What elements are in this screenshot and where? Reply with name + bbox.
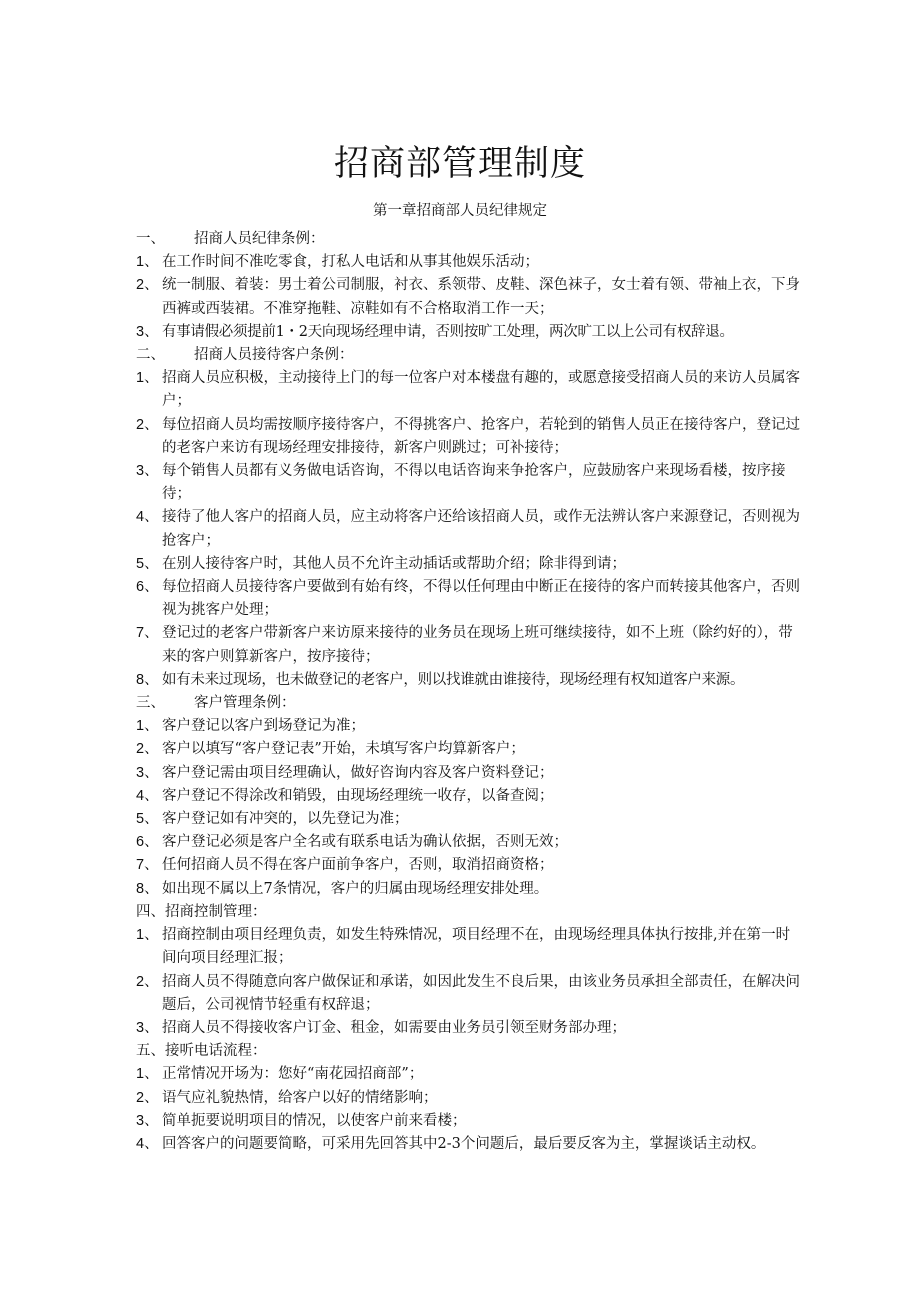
list-item — [136, 808, 800, 831]
list-item — [136, 669, 800, 692]
item-text: 任何招商人员不得在客户面前争客户，否则，取消招商资格； — [162, 857, 554, 874]
item-text: 客户以填写“客户登记表”开始，未填写客户均算新客户； — [162, 741, 525, 758]
list-item — [136, 622, 800, 668]
section-number: 三、 — [136, 695, 165, 712]
item-number: 3、 — [136, 323, 159, 340]
item-text: 招商人员不得随意向客户做保证和承诺，如因此发生不良后果，由该业务员承担全部责任，在解决问题后，公司视情节轻重有权辞退； — [162, 973, 800, 1013]
item-text: 有事请假必须提前1・2天向现场经理申请，否则按旷工处理，两次旷工以上公司有权辞退。 — [162, 323, 734, 340]
item-text: 统一制服、着装：男士着公司制服，衬衣、系领带、皮鞋、深色袜子，女士着有领、带袖上衣，下身西裤或西装裙。不准穿拖鞋、凉鞋如有不合格取消工作一天； — [162, 277, 800, 317]
item-text: 如出现不属以上7条情况，客户的归属由现场经理安排处理。 — [162, 880, 549, 897]
list-item — [136, 274, 800, 320]
item-text: 招商人员不得接收客户订金、租金，如需要由业务员引领至财务部办理； — [162, 1019, 626, 1036]
item-number: 1、 — [136, 254, 159, 271]
list-item — [136, 762, 800, 785]
list-item — [136, 576, 800, 622]
item-number: 4、 — [136, 1135, 159, 1152]
item-number: 7、 — [136, 857, 159, 874]
item-text: 每位招商人员接待客户要做到有始有终，不得以任何理由中断正在接待的客户而转接其他客户，否则视为挑客户处理； — [162, 579, 800, 619]
item-number: 6、 — [136, 834, 159, 851]
list-item — [136, 506, 800, 552]
list-item — [136, 785, 800, 808]
item-number: 2、 — [136, 741, 159, 758]
section-heading — [136, 901, 800, 924]
item-number: 5、 — [136, 811, 159, 828]
section-heading — [136, 228, 800, 251]
list-item — [136, 1110, 800, 1133]
list-item — [136, 971, 800, 1017]
list-item — [136, 1087, 800, 1110]
item-number: 4、 — [136, 787, 159, 804]
item-number: 1、 — [136, 927, 159, 944]
item-number: 3、 — [136, 764, 159, 781]
item-text: 客户登记以客户到场登记为准； — [162, 718, 365, 735]
item-number: 8、 — [136, 880, 159, 897]
item-number: 8、 — [136, 671, 159, 688]
item-number: 1、 — [136, 1066, 159, 1083]
section-heading — [136, 692, 800, 715]
item-text: 回答客户的问题要简略，可采用先回答其中2-3个问题后，最后要反客为主，掌握谈话主动权。 — [162, 1135, 766, 1152]
item-text: 客户登记必须是客户全名或有联系电话为确认依据，否则无效； — [162, 834, 568, 851]
section-title: 招商人员纪律条例： — [194, 231, 325, 247]
item-text: 登记过的老客户带新客户来访原来接待的业务员在现场上班可继续接待，如不上班（除约好的），带来的客户则算新客户，按序接待； — [162, 625, 793, 665]
item-text: 在别人接待客户时，其他人员不允许主动插话或帮助介绍；除非得到请； — [162, 555, 626, 572]
section-title: 招商控制管理： — [165, 903, 267, 920]
item-number: 2、 — [136, 973, 159, 990]
list-item — [136, 414, 800, 460]
item-number: 1、 — [136, 370, 159, 387]
item-number: 6、 — [136, 579, 159, 596]
list-item — [136, 251, 800, 274]
list-item — [136, 738, 800, 761]
list-item — [136, 715, 800, 738]
item-number: 2、 — [136, 1089, 159, 1106]
item-number: 3、 — [136, 1112, 159, 1129]
section-heading — [136, 344, 800, 367]
item-number: 7、 — [136, 625, 159, 642]
section-number: 五、 — [136, 1043, 165, 1060]
list-item — [136, 321, 800, 344]
item-text: 招商控制由项目经理负责，如发生特殊情况，项目经理不在，由现场经理具体执行按排,并在第一时间向项目经理汇报； — [162, 927, 791, 967]
section-title: 接听电话流程： — [165, 1043, 267, 1060]
item-text: 客户登记如有冲突的，以先登记为准； — [162, 811, 409, 828]
list-item — [136, 878, 800, 901]
list-item — [136, 367, 800, 413]
item-number: 2、 — [136, 416, 159, 433]
list-item — [136, 1017, 800, 1040]
chapter-subtitle: 第一章招商部人员纪律规定 — [373, 203, 547, 219]
list-item — [136, 1133, 800, 1156]
list-item — [136, 924, 800, 970]
section-title: 招商人员接待客户条例： — [194, 347, 354, 364]
item-number: 3、 — [136, 463, 159, 480]
item-number: 5、 — [136, 555, 159, 572]
item-text: 在工作时间不准吃零食，打私人电话和从事其他娱乐活动； — [162, 254, 539, 271]
document-body — [136, 228, 800, 1156]
list-item — [136, 553, 800, 576]
item-text: 简单扼要说明项目的情况，以使客户前来看楼； — [162, 1112, 467, 1129]
list-item — [136, 460, 800, 506]
section-title: 客户管理条例： — [194, 695, 296, 712]
item-text: 正常情况开场为：您好“南花园招商部”； — [162, 1066, 424, 1083]
list-item — [136, 854, 800, 877]
item-text: 接待了他人客户的招商人员，应主动将客户还给该招商人员，或作无法辨认客户来源登记，否则视为抢客户； — [162, 509, 800, 549]
section-heading — [136, 1040, 800, 1063]
item-number: 2、 — [136, 277, 159, 294]
section-number: 二、 — [136, 347, 165, 364]
list-item — [136, 831, 800, 854]
item-number: 3、 — [136, 1019, 159, 1036]
item-text: 客户登记需由项目经理确认，做好咨询内容及客户资料登记； — [162, 764, 554, 781]
page-title: 招商部管理制度 — [333, 144, 586, 184]
item-text: 语气应礼貌热情，给客户以好的情绪影响； — [162, 1089, 438, 1106]
item-text: 招商人员应积极，主动接待上门的每一位客户对本楼盘有趣的，或愿意接受招商人员的来访人员属客户； — [162, 370, 800, 410]
item-text: 每个销售人员都有义务做电话咨询，不得以电话咨询来争抢客户，应鼓励客户来现场看楼，按序接待； — [162, 463, 786, 503]
item-text: 每位招商人员均需按顺序接待客户，不得挑客户、抢客户，若轮到的销售人员正在接待客户，登记过的老客户来访有现场经理安排接待，新客户则跳过；可补接待； — [162, 416, 800, 456]
item-number: 4、 — [136, 509, 159, 526]
section-number: 一、 — [136, 231, 165, 247]
item-text: 如有未来过现场，也未做登记的老客户，则以找谁就由谁接待，现场经理有权知道客户来源。 — [162, 671, 745, 688]
item-number: 1、 — [136, 718, 159, 735]
item-text: 客户登记不得涂改和销毁，由现场经理统一收存，以备查阅； — [162, 787, 554, 804]
list-item — [136, 1063, 800, 1086]
section-number: 四、 — [136, 903, 165, 920]
